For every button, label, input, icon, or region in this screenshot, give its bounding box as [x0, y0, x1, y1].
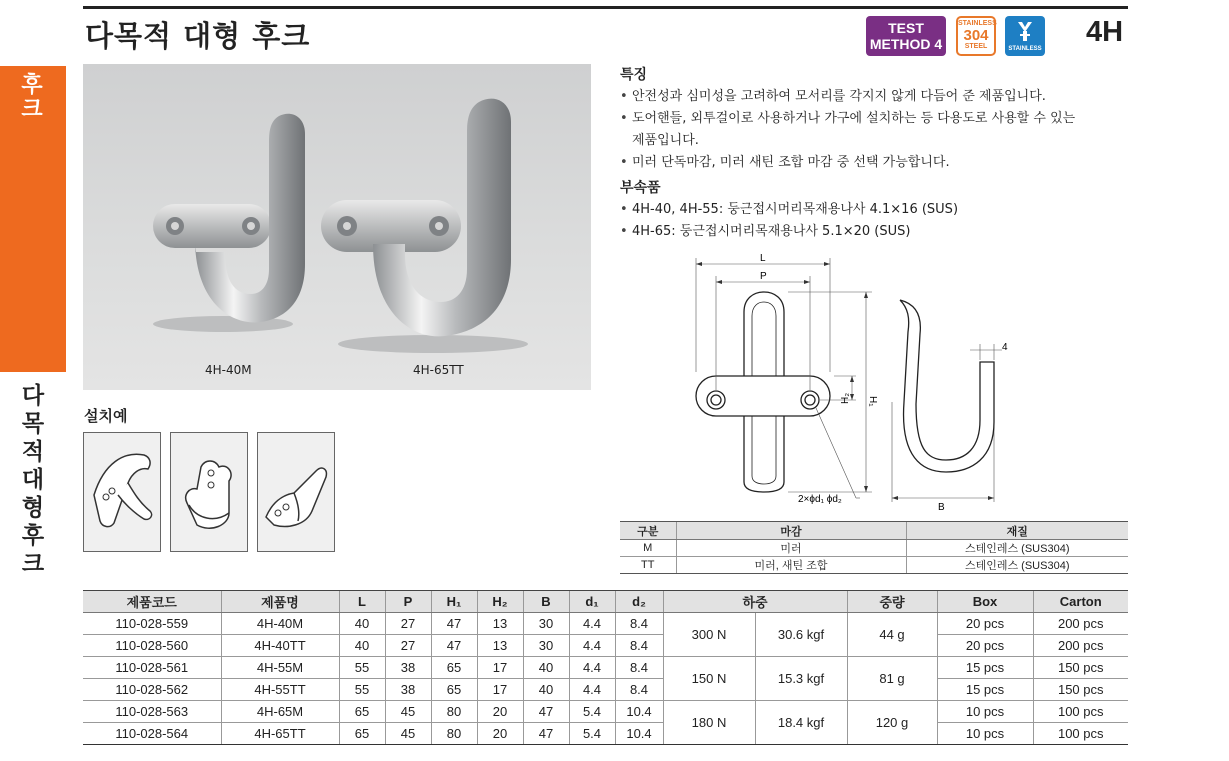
- install-sketch-2: [171, 433, 247, 551]
- load-kgf-cell: 30.6 kgf: [755, 613, 847, 657]
- table-cell: 13: [477, 635, 523, 657]
- table-cell: 47: [523, 701, 569, 723]
- accessory-item: • 4H-65: 둥근접시머리목재용나사 5.1×20 (SUS): [620, 221, 1130, 243]
- table-cell: 20: [477, 701, 523, 723]
- table-cell: 20 pcs: [937, 635, 1033, 657]
- load-kgf-cell: 18.4 kgf: [755, 701, 847, 745]
- table-cell: 20: [477, 723, 523, 745]
- features-title: 특징: [620, 67, 648, 83]
- weight-cell: 120 g: [847, 701, 937, 745]
- weight-cell: 81 g: [847, 657, 937, 701]
- table-cell: 17: [477, 657, 523, 679]
- finish-header: 재질: [906, 522, 1128, 540]
- table-cell: 10 pcs: [937, 723, 1033, 745]
- load-n-cell: 300 N: [663, 613, 755, 657]
- table-cell: 10.4: [615, 723, 663, 745]
- spec-header: d₁: [569, 591, 615, 613]
- table-row: [83, 723, 1128, 745]
- feature-item: • 안전성과 심미성을 고려하여 모서리를 각지지 않게 다듬어 준 제품입니다.: [620, 86, 1130, 108]
- install-example-3: [257, 432, 335, 552]
- steel-badge-grade: 304: [963, 27, 989, 44]
- spec-header: H₁: [431, 591, 477, 613]
- table-cell: 30: [523, 613, 569, 635]
- photo-caption-left: 4H-40M: [205, 363, 252, 377]
- table-cell: 30: [523, 635, 569, 657]
- dim-label-P: P: [760, 271, 767, 282]
- finish-header: 구분: [620, 522, 676, 540]
- spec-header: 제품코드: [83, 591, 221, 613]
- finish-row: [620, 540, 1128, 557]
- steel-badge-top: STAINLESS: [958, 20, 997, 27]
- table-cell: 8.4: [615, 635, 663, 657]
- dim-label-H1: H₁: [867, 396, 878, 407]
- vertical-section-label: 다목적 대형 후크: [21, 383, 45, 577]
- table-cell: 40: [339, 635, 385, 657]
- table-cell: 47: [431, 613, 477, 635]
- table-cell: 40: [523, 657, 569, 679]
- install-sketch-1: [84, 433, 160, 551]
- table-cell: 55: [339, 657, 385, 679]
- test-badge-line2: METHOD 4: [869, 36, 943, 52]
- spec-header: B: [523, 591, 569, 613]
- weight-cell: 44 g: [847, 613, 937, 657]
- product-photo: [83, 64, 591, 390]
- table-cell: 45: [385, 701, 431, 723]
- table-cell: 5.4: [569, 701, 615, 723]
- spec-table: [83, 590, 1128, 745]
- stainless-badge-label: STAINLESS: [1008, 46, 1042, 52]
- table-cell: 8.4: [615, 613, 663, 635]
- finish-cell: 미러, 새틴 조합: [676, 557, 906, 574]
- table-cell: 20 pcs: [937, 613, 1033, 635]
- table-cell: 4H-40TT: [221, 635, 339, 657]
- dim-label-L: L: [760, 253, 766, 264]
- feature-item-continuation: 제품입니다.: [632, 133, 699, 148]
- table-cell: 4.4: [569, 613, 615, 635]
- spec-header: Carton: [1033, 591, 1128, 613]
- install-example-title: 설치예: [84, 407, 128, 425]
- finish-cell: 스테인레스 (SUS304): [906, 540, 1128, 557]
- table-cell: 40: [339, 613, 385, 635]
- table-cell: 65: [431, 657, 477, 679]
- table-cell: 4H-65M: [221, 701, 339, 723]
- spec-header-load: 하중: [663, 591, 847, 613]
- table-cell: 4.4: [569, 635, 615, 657]
- table-cell: 47: [431, 635, 477, 657]
- spec-header: P: [385, 591, 431, 613]
- table-cell: 65: [431, 679, 477, 701]
- table-cell: 4.4: [569, 657, 615, 679]
- accessories-title: 부속품: [620, 180, 661, 196]
- category-tab-label: 후크: [21, 73, 43, 122]
- product-code: 4H: [1086, 16, 1124, 48]
- spec-header: H₂: [477, 591, 523, 613]
- table-cell: 40: [523, 679, 569, 701]
- table-cell: 4.4: [569, 679, 615, 701]
- table-cell: 15 pcs: [937, 657, 1033, 679]
- finish-cell: TT: [620, 557, 676, 574]
- table-cell: 27: [385, 613, 431, 635]
- install-sketch-3: [258, 433, 334, 551]
- finish-cell: M: [620, 540, 676, 557]
- finish-row: [620, 557, 1128, 574]
- table-cell: 38: [385, 679, 431, 701]
- table-cell: 65: [339, 701, 385, 723]
- dim-label-B: B: [938, 502, 945, 513]
- spec-header: d₂: [615, 591, 663, 613]
- table-cell: 150 pcs: [1033, 679, 1128, 701]
- table-cell: 55: [339, 679, 385, 701]
- dim-label-holes: 2×ϕd₁ ϕd₂: [798, 494, 842, 505]
- table-cell: 100 pcs: [1033, 723, 1128, 745]
- steel-304-badge: [956, 16, 996, 56]
- table-cell: 110-028-564: [83, 723, 221, 745]
- table-cell: 200 pcs: [1033, 635, 1128, 657]
- accessories-list: [620, 199, 1130, 243]
- table-cell: 17: [477, 679, 523, 701]
- finish-header: 마감: [676, 522, 906, 540]
- dim-label-H2: H₂: [840, 392, 851, 404]
- spec-header: 중량: [847, 591, 937, 613]
- table-cell: 200 pcs: [1033, 613, 1128, 635]
- accessory-item: • 4H-40, 4H-55: 둥근접시머리목재용나사 4.1×16 (SUS): [620, 199, 1130, 221]
- table-cell: 27: [385, 635, 431, 657]
- table-cell: 100 pcs: [1033, 701, 1128, 723]
- install-example-1: [83, 432, 161, 552]
- hook-photo-illustration: [83, 64, 591, 390]
- spec-header: L: [339, 591, 385, 613]
- table-row: [83, 701, 1128, 723]
- table-cell: 45: [385, 723, 431, 745]
- table-cell: 8.4: [615, 679, 663, 701]
- finish-cell: 스테인레스 (SUS304): [906, 557, 1128, 574]
- table-cell: 110-028-563: [83, 701, 221, 723]
- table-cell: 110-028-562: [83, 679, 221, 701]
- test-method-badge: [866, 16, 946, 56]
- test-badge-line1: TEST: [888, 20, 924, 36]
- finish-table: [620, 521, 1128, 574]
- table-cell: 38: [385, 657, 431, 679]
- table-cell: 65: [339, 723, 385, 745]
- table-cell: 13: [477, 613, 523, 635]
- technical-drawing: [660, 252, 1040, 517]
- table-cell: 4H-40M: [221, 613, 339, 635]
- table-row: [83, 635, 1128, 657]
- table-cell: 110-028-561: [83, 657, 221, 679]
- photo-caption-right: 4H-65TT: [413, 363, 464, 377]
- finish-cell: 미러: [676, 540, 906, 557]
- table-cell: 80: [431, 701, 477, 723]
- load-n-cell: 180 N: [663, 701, 755, 745]
- table-cell: 15 pcs: [937, 679, 1033, 701]
- table-cell: 5.4: [569, 723, 615, 745]
- spec-header: Box: [937, 591, 1033, 613]
- table-cell: 110-028-559: [83, 613, 221, 635]
- feature-item: • 미러 단독마감, 미러 새틴 조합 마감 중 선택 가능합니다.: [620, 152, 1130, 174]
- table-row: [83, 679, 1128, 701]
- steel-badge-bottom: STEEL: [964, 43, 988, 50]
- table-cell: 80: [431, 723, 477, 745]
- load-kgf-cell: 15.3 kgf: [755, 657, 847, 701]
- table-cell: 110-028-560: [83, 635, 221, 657]
- stainless-y-icon: [1005, 18, 1045, 48]
- table-cell: 10 pcs: [937, 701, 1033, 723]
- table-cell: 4H-65TT: [221, 723, 339, 745]
- table-row: [83, 657, 1128, 679]
- page-title: 다목적 대형 후크: [85, 19, 311, 53]
- spec-header: 제품명: [221, 591, 339, 613]
- install-example-2: [170, 432, 248, 552]
- table-cell: 8.4: [615, 657, 663, 679]
- features-list: [620, 86, 1130, 174]
- header-rule: [83, 6, 1128, 9]
- table-cell: 4H-55M: [221, 657, 339, 679]
- feature-item: • 도어핸들, 외투걸이로 사용하거나 가구에 설치하는 등 다용도로 사용할 수 있는: [620, 108, 1130, 130]
- table-cell: 47: [523, 723, 569, 745]
- load-n-cell: 150 N: [663, 657, 755, 701]
- table-cell: 150 pcs: [1033, 657, 1128, 679]
- table-cell: 4H-55TT: [221, 679, 339, 701]
- stainless-badge: [1005, 16, 1045, 56]
- dim-label-4: 4: [1002, 342, 1008, 353]
- table-cell: 10.4: [615, 701, 663, 723]
- table-row: [83, 613, 1128, 635]
